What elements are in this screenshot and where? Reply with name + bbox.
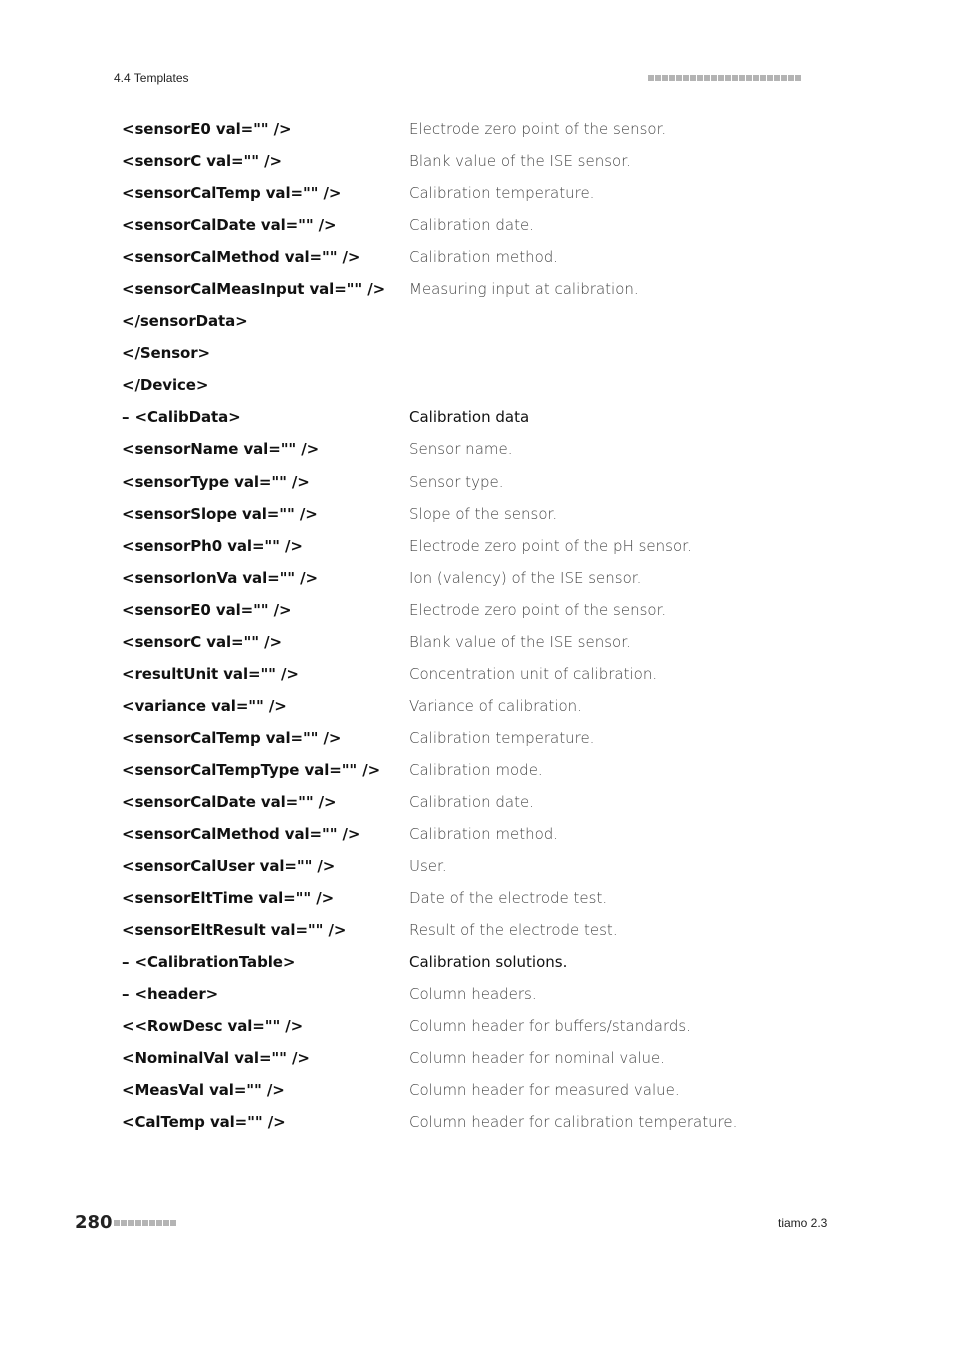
table-row xyxy=(122,978,842,1010)
decorative-dot xyxy=(732,75,738,81)
table-row xyxy=(122,850,842,882)
decorative-dot xyxy=(163,1220,169,1226)
header-decorative-dots xyxy=(648,75,801,81)
xml-element-table xyxy=(122,113,842,1139)
decorative-dot xyxy=(690,75,696,81)
tag-description: Variance of calibration. xyxy=(409,696,582,715)
xml-tag: <sensorCalTempType val="" /> xyxy=(122,760,381,779)
tag-description: Result of the electrode test. xyxy=(409,921,618,940)
table-row xyxy=(122,914,842,946)
tag-description: Calibration date. xyxy=(409,216,534,235)
table-row xyxy=(122,498,842,530)
decorative-dot xyxy=(760,75,766,81)
xml-tag: <sensorC val="" /> xyxy=(122,152,282,171)
tag-description: Column header for nominal value. xyxy=(409,1049,666,1068)
tag-description: Column header for measured value. xyxy=(409,1081,680,1100)
tag-description: Ion (valency) of the ISE sensor. xyxy=(409,568,642,587)
xml-tag: </Device> xyxy=(122,376,209,395)
decorative-dot xyxy=(142,1220,148,1226)
tag-description: Electrode zero point of the pH sensor. xyxy=(409,536,692,555)
xml-tag: <sensorE0 val="" /> xyxy=(122,120,292,139)
xml-tag: <sensorE0 val="" /> xyxy=(122,600,292,619)
tag-description: Date of the electrode test. xyxy=(409,889,608,908)
decorative-dot xyxy=(676,75,682,81)
tag-description: Calibration method. xyxy=(409,248,559,267)
table-row xyxy=(122,658,842,690)
decorative-dot xyxy=(128,1220,134,1226)
xml-tag: <sensorCalTemp val="" /> xyxy=(122,184,342,203)
table-row xyxy=(122,786,842,818)
table-row xyxy=(122,433,842,465)
tag-description: Slope of the sensor. xyxy=(409,504,558,523)
xml-tag: <MeasVal val="" /> xyxy=(122,1081,285,1100)
decorative-dot xyxy=(135,1220,141,1226)
table-row xyxy=(122,401,842,433)
decorative-dot xyxy=(662,75,668,81)
xml-tag: <variance val="" /> xyxy=(122,696,287,715)
xml-tag: <sensorPh0 val="" /> xyxy=(122,536,303,555)
tag-description: Calibration data xyxy=(409,408,530,427)
tag-description: Blank value of the ISE sensor. xyxy=(409,152,631,171)
decorative-dot xyxy=(704,75,710,81)
table-row xyxy=(122,337,842,369)
xml-tag: <sensorIonVa val="" /> xyxy=(122,568,318,587)
decorative-dot xyxy=(170,1220,176,1226)
xml-tag: <sensorCalDate val="" /> xyxy=(122,793,337,811)
decorative-dot xyxy=(648,75,654,81)
xml-tag: <sensorCalDate val="" /> xyxy=(122,216,337,235)
decorative-dot xyxy=(121,1220,127,1226)
tag-description: Calibration temperature. xyxy=(409,728,595,747)
table-row xyxy=(122,369,842,401)
decorative-dot xyxy=(149,1220,155,1226)
xml-tag: – <CalibData> xyxy=(122,408,241,427)
table-row xyxy=(122,562,842,594)
xml-tag: <CalTemp val="" /> xyxy=(122,1113,286,1132)
table-row xyxy=(122,754,842,786)
running-header-section: 4.4 Templates xyxy=(114,71,189,85)
table-row xyxy=(122,1042,842,1074)
tag-description: Calibration temperature. xyxy=(409,184,595,203)
footer-product-name: tiamo 2.3 xyxy=(778,1216,828,1230)
table-row xyxy=(122,818,842,850)
tag-description: Electrode zero point of the sensor. xyxy=(409,120,667,139)
footer-decorative-dots xyxy=(114,1220,176,1226)
decorative-dot xyxy=(774,75,780,81)
table-row xyxy=(122,113,842,145)
xml-tag: <sensorEltResult val="" /> xyxy=(122,921,347,940)
tag-description: Concentration unit of calibration. xyxy=(409,664,658,683)
xml-tag: <sensorCalMeasInput val="" /> xyxy=(122,280,386,299)
xml-tag: <sensorCalMethod val="" /> xyxy=(122,248,361,267)
tag-description: Calibration date. xyxy=(409,793,534,811)
tag-description: Calibration method. xyxy=(409,825,559,844)
table-row xyxy=(122,530,842,562)
table-row xyxy=(122,722,842,754)
tag-description: Column header for calibration temperature. xyxy=(409,1113,738,1132)
xml-tag: <<RowDesc val="" /> xyxy=(122,1017,304,1036)
page-number: 280 xyxy=(75,1212,113,1233)
decorative-dot xyxy=(795,75,801,81)
tag-description: Blank value of the ISE sensor. xyxy=(409,632,631,651)
xml-tag: <sensorSlope val="" /> xyxy=(122,504,318,523)
table-row xyxy=(122,690,842,722)
table-row xyxy=(122,1010,842,1042)
decorative-dot xyxy=(753,75,759,81)
xml-tag: <sensorEltTime val="" /> xyxy=(122,889,335,908)
decorative-dot xyxy=(746,75,752,81)
xml-tag: <sensorCalMethod val="" /> xyxy=(122,825,361,844)
table-row xyxy=(122,1074,842,1106)
tag-description: Column header for buffers/standards. xyxy=(409,1017,691,1036)
xml-tag: <sensorC val="" /> xyxy=(122,632,282,651)
table-row xyxy=(122,466,842,498)
decorative-dot xyxy=(781,75,787,81)
table-row xyxy=(122,626,842,658)
tag-description: Sensor type. xyxy=(409,472,504,491)
xml-tag: <sensorName val="" /> xyxy=(122,440,320,459)
decorative-dot xyxy=(655,75,661,81)
decorative-dot xyxy=(711,75,717,81)
xml-tag: <sensorCalUser val="" /> xyxy=(122,857,336,876)
table-row xyxy=(122,882,842,914)
decorative-dot xyxy=(669,75,675,81)
xml-tag: </Sensor> xyxy=(122,344,211,363)
table-row xyxy=(122,273,842,305)
table-row xyxy=(122,145,842,177)
xml-tag: <sensorCalTemp val="" /> xyxy=(122,728,342,747)
decorative-dot xyxy=(725,75,731,81)
xml-tag: <NominalVal val="" /> xyxy=(122,1049,310,1068)
tag-description: Electrode zero point of the sensor. xyxy=(409,600,667,619)
decorative-dot xyxy=(788,75,794,81)
table-row xyxy=(122,177,842,209)
tag-description: Calibration mode. xyxy=(409,760,543,779)
tag-description: Column headers. xyxy=(409,985,537,1004)
decorative-dot xyxy=(156,1220,162,1226)
xml-tag: – <CalibrationTable> xyxy=(122,953,296,972)
decorative-dot xyxy=(114,1220,120,1226)
xml-tag: – <header> xyxy=(122,985,219,1004)
tag-description: User. xyxy=(409,857,447,876)
decorative-dot xyxy=(683,75,689,81)
tag-description: Measuring input at calibration. xyxy=(409,280,639,299)
decorative-dot xyxy=(739,75,745,81)
tag-description: Sensor name. xyxy=(409,440,513,459)
table-row xyxy=(122,946,842,978)
table-row xyxy=(122,594,842,626)
xml-tag: </sensorData> xyxy=(122,312,248,331)
decorative-dot xyxy=(718,75,724,81)
table-row xyxy=(122,241,842,273)
table-row xyxy=(122,209,842,241)
tag-description: Calibration solutions. xyxy=(409,953,568,972)
table-row xyxy=(122,1106,842,1138)
xml-tag: <resultUnit val="" /> xyxy=(122,664,299,683)
decorative-dot xyxy=(767,75,773,81)
xml-tag: <sensorType val="" /> xyxy=(122,472,310,491)
table-row xyxy=(122,305,842,337)
decorative-dot xyxy=(697,75,703,81)
